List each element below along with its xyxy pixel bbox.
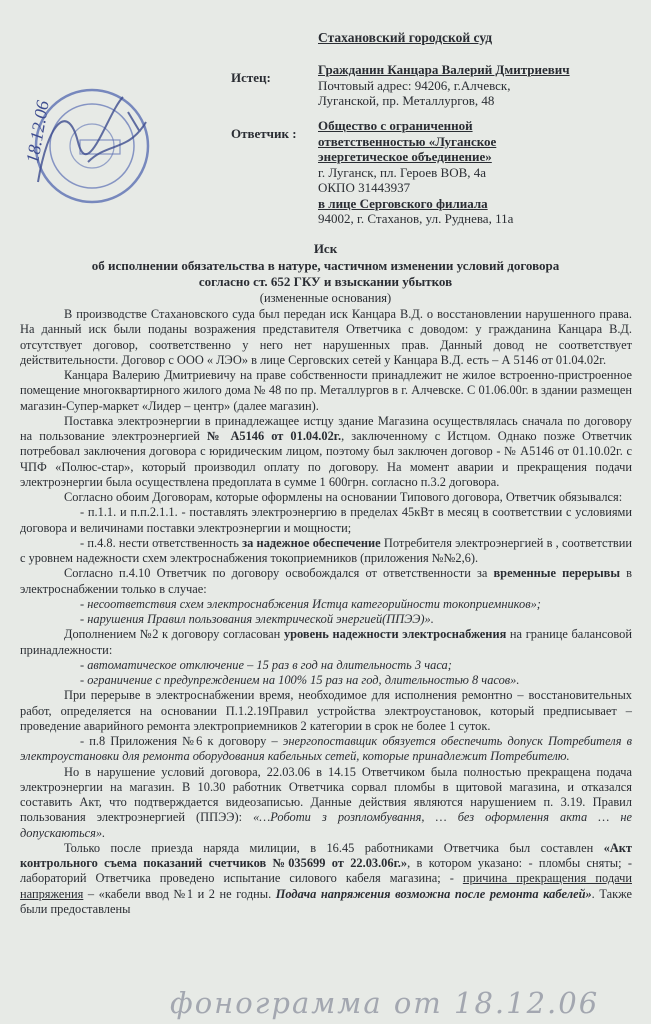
doc-note: (измененные основания) (259, 291, 392, 305)
stamp-inner-ring (50, 104, 134, 188)
paragraph: Поставка электроэнергии в принадлежащее истцу здание Магазина осуществлялась сначала по договору на пользование электроэнергией № А5146 от 01.04.02г., заключенному с Истцом. Однако позже Ответчик потребовал заключения договора с юридическим лицом, поэтому был заключен договор - № А5146 от 01.10.02г. с ЧПФ «Полюс-стар», который производил оплату по договору. На момент аварии и прекращения подачи электроэнергии была осуществлена предоплата в сумме 1 600грн. согласно п.3.2 договора. (20, 413, 632, 489)
paragraph: - п.8 Приложения №6 к договору – энергопоставщик обязуется обеспечить допуск Потребителя в электроустановки для ремонта оборудования кабельных сетей, которые принадлежит Потребителю. (20, 734, 633, 764)
plaintiff-name: Гражданин Канцара Валерий Дмитриевич (318, 62, 570, 77)
defendant-label: Ответчик : (231, 126, 297, 141)
defendant-name-line2: ответственностью «Луганское (318, 133, 497, 149)
paragraph: Согласно обоим Договорам, которые оформлены на основании Типового договора, Ответчик обязывался: (64, 490, 623, 504)
plaintiff-address-line2: Луганской, пр. Металлургов, 48 (318, 93, 495, 108)
defendant-name-line1: Общество с ограниченной (318, 118, 473, 133)
paragraph: Только после приезда наряда милиции, в 16.45 работниками Ответчика был составлен «Акт контрольного съема показаний счетчиков №035699 от 22.03.06г.», в котором указано: - пломбы сняты; - лабораторий Ответчика проведено испытание силового кабеля магазина; - причина прекращения подачи напряжения – «кабели ввод №1 и 2 не годны. Подача напряжения возможна после ремонта кабелей». Также были предоставлены (20, 840, 632, 916)
defendant-branch: в лице Серговского филиала (318, 195, 488, 211)
paragraph: - автоматическое отключение – 15 раз в год на длительность 3 часа; (80, 657, 452, 672)
court-stamp (22, 82, 156, 210)
paragraph: - п.4.8. нести ответственность за надежное обеспечение Потребителя электроэнергией в , соответствии с уровнем надежности схем электроснабжения токоприемников (приложения №№2,6). (20, 535, 632, 565)
doc-body (20, 307, 632, 917)
defendant-branch-address: 94002, г. Стаханов, ул. Руднева, 11а (318, 211, 514, 226)
doc-title: Иск (313, 241, 338, 256)
stamp-core-ring (70, 124, 114, 168)
plaintiff-label: Истец: (231, 70, 271, 85)
doc-subtitle-line2: согласно ст. 652 ГКУ и взыскании убытков (198, 274, 453, 289)
paragraph: При перерыве в электроснабжении время, необходимое для исполнения ремонтно – восстановительных работ, определяется на основании П.1.2.19Правил устройства электроустановок, который предписывает – проведение аварийного ремонта электроприемников 2 категории в срок не более 1 суток. (20, 688, 632, 733)
handwritten-note: фонограмма от 18.12.06 (170, 986, 600, 1020)
defendant-okpo: ОКПО 31443937 (318, 180, 411, 195)
paragraph: - несоответствия схем электроснабжения Истца категорийности токоприемников»; (80, 596, 541, 611)
plaintiff-address-line1: Почтовый адрес: 94206, г.Алчевск, (318, 77, 511, 93)
paragraph: Согласно п.4.10 Ответчик по договору освобождался от ответственности за временные перерывы в электроснабжении только в случае: (20, 566, 633, 596)
doc-subtitle-line1: об исполнении обязательства в натуре, частичном изменении условий договора (91, 258, 560, 273)
paragraph: В производстве Стахановского суда был передан иск Канцара В.Д. о восстановлении нарушенного права. На данный иск были поданы возражения представителя Ответчика с доводом: у гражданина Канцара В.Д. отсутствует договор, соответственно у него нет нарушенных прав. Данный довод не соответствует действительности. Договор с ООО « ЛЭО» в лице Серговских сетей у Канцара В.Д. есть – А 5146 от 01.04.02г. (20, 307, 632, 367)
stamp-outer-ring (36, 90, 148, 202)
defendant-address: г. Луганск, пл. Героев ВОВ, 4а (318, 164, 487, 180)
paragraph: Дополнением №2 к договору согласован уровень надежности электроснабжения на границе балансовой принадлежности: (20, 627, 633, 657)
stamp-date-note: 18.12.06 (22, 98, 53, 165)
paragraph: - нарушения Правил пользования электрической энергией(ППЭЭ)». (80, 612, 434, 626)
paragraph: - ограничение с предупреждением на 100% 15 раз на год, длительностью 8 часов». (80, 673, 520, 687)
court-name: Стахановский городской суд (318, 30, 493, 45)
paragraph: - п.1.1. и п.п.2.1.1. - поставлять электроэнергию в пределах 45кВт в месяц в соответствии с условиями договора и величинами поставки электроэнергии и мощности; (20, 505, 632, 535)
paragraph: Но в нарушение условий договора, 22.03.06 в 14.15 Ответчиком была полностью прекращена подача электроэнергии на магазин. В 10.30 работник Ответчика сорвал пломбы в щитовой магазина, и отказался составить Акт, что подтверждается видеозаписью. Данные действия являются нарушением п. 3.19. Правил пользования электроэнергией (ППЭЭ): «…Роботи з розпломбування, … без оформлення акта … не допускаються». (20, 764, 632, 840)
paragraph: Канцара Валерию Дмитриевичу на праве собственности принадлежит не жилое встроенно-пристроенное помещение многоквартирного жилого дома № 48 по пр. Металлургов в г. Алчевске. С 01.06.00г. в здании размещен магазин-Супер-маркет «Лидер – центр» (далее магазин). (20, 368, 632, 413)
plaintiff-block (318, 62, 570, 109)
defendant-name-line3: энергетическое объединение» (318, 149, 492, 164)
defendant-block (318, 118, 513, 227)
